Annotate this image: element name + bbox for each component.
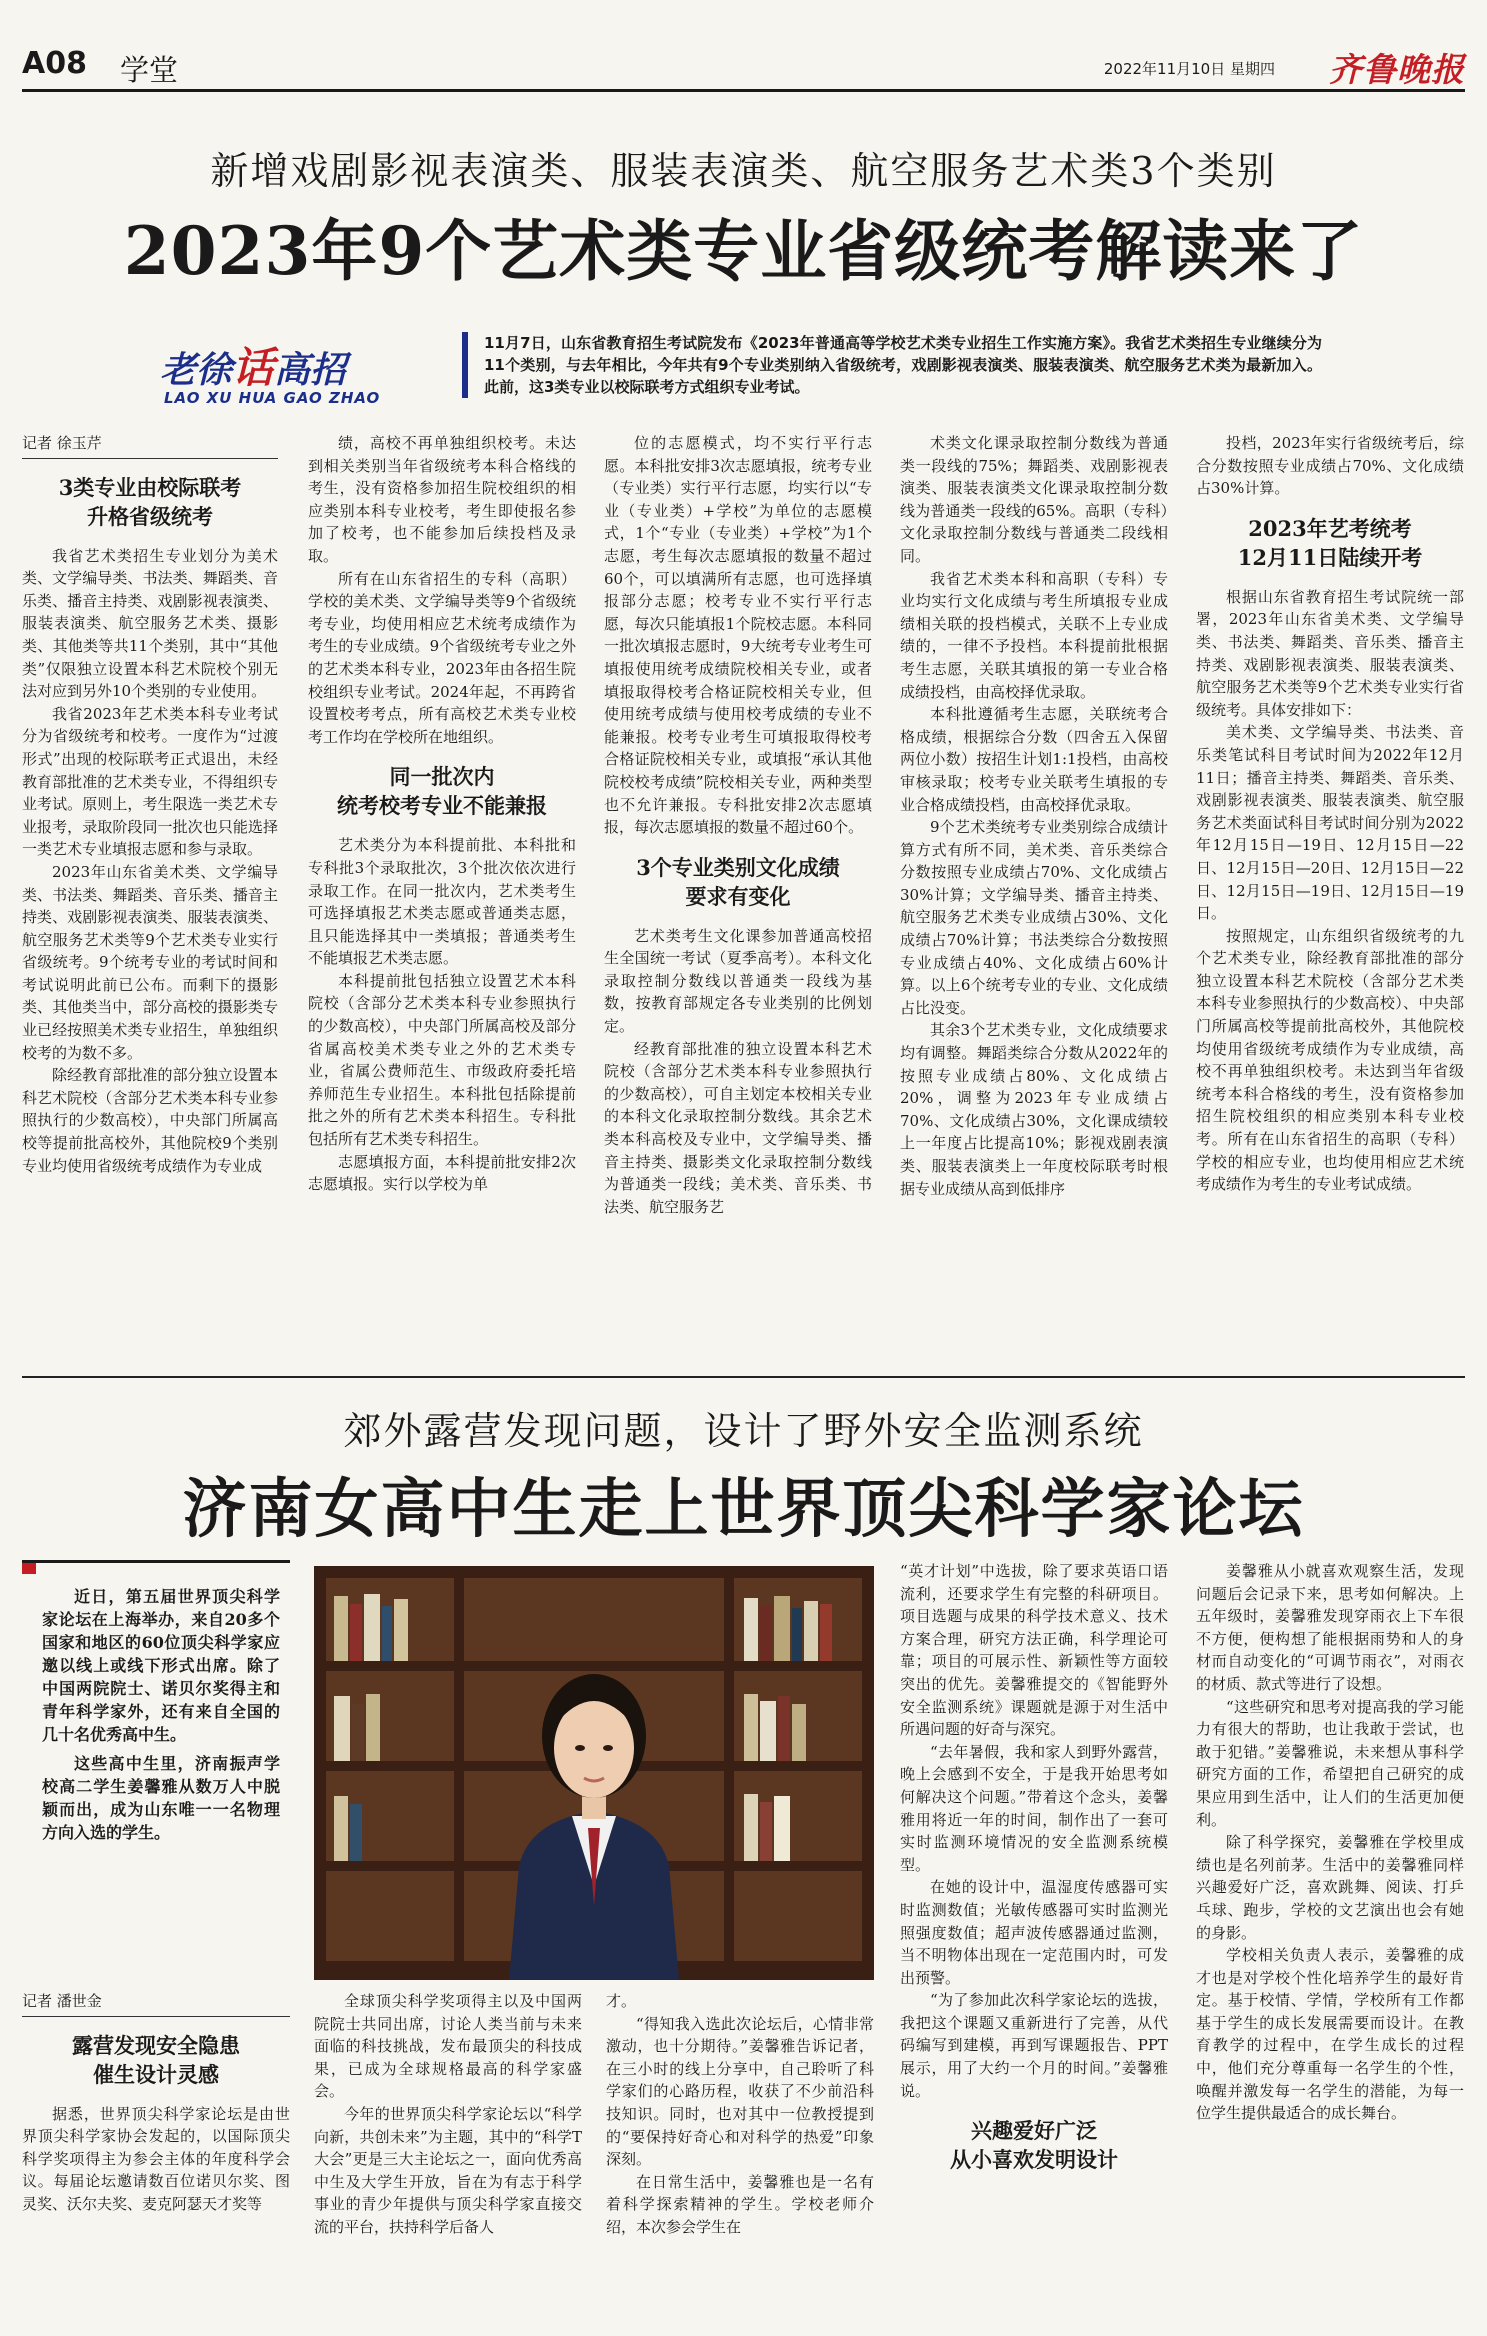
paragraph: 学校相关负责人表示，姜馨雅的成才也是对学校个性化培养学生的最好肯定。基于校情、学情，学校所有工作都基于学生的成长发展需要而设计。在教育教学的过程中，在学生成长的过程中，他们充分尊重每一名学生的个性，唤醒并激发每一名学生的潜能，为每一位学生提供最适合的成长舞台。: [1196, 1946, 1464, 2123]
page-number: A08: [22, 46, 87, 81]
paragraph: 全球顶尖科学奖项得主以及中国两院院士共同出席，讨论人类当前与未来面临的科技挑战，发布最顶尖的科技成果，已成为全球规格最高的科学家盛会。: [314, 1992, 582, 2101]
paragraph: 我省艺术类本科和高职（专科）专业均实行文化成绩与考生所填报专业成绩相关联的投档模式，关联不上专业成绩的，一律不予投档。本科提前批根据考生志愿，关联其填报的第一专业合格成绩投档，由高校择优录取。: [900, 569, 1168, 701]
article1-column-1: [22, 432, 278, 1362]
paragraph: 我省艺术类招生专业划分为美术类、文学编导类、书法类、舞蹈类、音乐类、播音主持类、戏剧影视表演类、服装表演类、航空服务艺术类、摄影类、其他类等共11个类别，其中“其他类”仅限独立设置本科艺术院校个别无法对应到另外10个类别的专业使用。: [22, 546, 278, 701]
paragraph: 艺术类考生文化课参加普通高校招生全国统一考试（夏季高考）。本科文化录取控制分数线以普通类一段线为基数，按教育部规定各专业类别的比例划定。: [604, 926, 872, 1036]
paragraph: 姜馨雅从小就喜欢观察生活，发现问题后会记录下来，思考如何解决。上五年级时，姜馨雅发现穿雨衣上下车很不方便，便构想了能根据雨势和人的身材而自动变化的“可调节雨衣”，对雨衣的材质、款式等进行了设想。: [1196, 1562, 1464, 1693]
article1-column-5: [1196, 432, 1464, 1362]
paragraph: 美术类、文学编导类、书法类、音乐类笔试科目考试时间为2022年12月11日；播音主持类、舞蹈类、音乐类、戏剧影视表演类、服装表演类、航空服务艺术类面试科目考试时间分别为2022年12月15日—19日、12月15日—22日、12月15日—20日、12月15日—22日、12月15日—19日、12月15日—19日。: [1196, 723, 1464, 923]
column-logo-pinyin: LAO XU HUA GAO ZHAO: [164, 389, 381, 407]
section-heading: 露营发现安全隐患 催生设计灵感: [72, 2032, 240, 2087]
paragraph: “为了参加此次科学家论坛的选拔，我把这个课题又重新进行了完善，从代码编写到建模，再到写课题报告、PPT展示，用了大约一个月的时间。”姜馨雅说。: [900, 1991, 1168, 2100]
article1-lead: 11月7日，山东省教育招生考试院发布《2023年普通高等学校艺术类专业招生工作实施方案》。我省艺术类招生专业继续分为11个类别，与去年相比，今年共有9个专业类别纳入省级统考，戏剧影视表演类、服装表演类、航空服务艺术类为最新加入。此前，这3类专业以校际联考方式组织专业考试。: [462, 332, 1322, 398]
section-heading: 3类专业由校际联考 升格省级统考: [58, 474, 242, 529]
paragraph: 我省2023年艺术类本科专业考试分为省级统考和校考。一度作为“过渡形式”出现的校际联考正式退出，未经教育部批准的艺术类专业，不得组织专业考试。原则上，考生限选一类艺术专业报考，录取阶段同一批次也只能选择一类艺术专业填报志愿和参与录取。: [22, 704, 278, 859]
paragraph: 本科提前批包括独立设置艺术本科院校（含部分艺术类本科专业参照执行的少数高校），中央部门所属高校及部分省属高校美术类专业之外的艺术类专业，省属公费师范生、市级政府委托培养师范生专业招生。本科批包括除提前批之外的所有艺术类本科招生。专科批包括所有艺术类专科招生。: [308, 971, 576, 1149]
paragraph: “得知我入选此次论坛后，心情非常激动，也十分期待。”姜馨雅告诉记者，在三小时的线上分享中，自己聆听了科学家们的心路历程，收获了不少前沿科技知识。同时，也对其中一位教授提到的“要保持好奇心和对科学的热爱”印象深刻。: [606, 2014, 874, 2169]
paragraph: “英才计划”中选拔，除了要求英语口语流利，还要求学生有完整的科研项目。项目选题与成果的科学技术意义、技术方案合理，研究方法正确，科学理论可靠；项目的可展示性、新颖性等方面较突出的优先。姜馨雅提交的《智能野外安全监测系统》课题就是源于对生活中所遇问题的好奇与深究。: [900, 1562, 1168, 1739]
article2-subtitle: 郊外露营发现问题，设计了野外安全监测系统: [343, 1409, 1144, 1453]
paragraph: 9个艺术类统考专业类别综合成绩计算方式有所不同，美术类、音乐类综合分数按照专业成绩占70%、文化成绩占30%计算；文学编导类、播音主持类、航空服务艺术类专业成绩占30%、文化成绩占70%计算；书法类综合分数按照专业成绩占40%、文化成绩占60%计算。以上6个统考专业的专业、文化成绩占比没变。: [900, 818, 1168, 1017]
issue-date: 2022年11月10日 星期四: [1103, 60, 1275, 78]
paragraph: 按照规定，山东组织省级统考的九个艺术类专业，除经教育部批准的部分独立设置本科艺术院校（含部分艺术类本科专业参照执行的少数高校）、中央部门所属高校等提前批高校外，其他院校均使用省级统考成绩作为专业成绩，高校不再单独组织校考。未达到当年省级统考本科合格线的考生，没有资格参加招生院校组织的相应类别本科专业校考。所有在山东省招生的高职（专科）学校的相应专业，也均使用相应艺术统考成绩作为考生的专业考试成绩。: [1196, 926, 1464, 1194]
paragraph: 本科批遵循考生志愿，关联统考合格成绩，根据综合分数（四舍五入保留两位小数）按招生计划1:1投档，由高校审核录取；校考专业关联考生填报的专业合格成绩投档，由高校择优录取。: [900, 705, 1168, 814]
paragraph: 在她的设计中，温湿度传感器可实时监测数值；光敏传感器可实时监测光照强度数值；超声波传感器通过监测，当不明物体出现在一定范围内时，可发出预警。: [900, 1878, 1168, 1987]
section-heading: 兴趣爱好广泛 从小喜欢发明设计: [950, 2118, 1118, 2173]
column-logo: [160, 335, 420, 425]
intro-paragraph: 这些高中生里，济南振声学校高二学生姜馨雅从数万人中脱颖而出，成为山东唯一一名物理方向入选的学生。: [42, 1754, 280, 1842]
paragraph: 除了科学探究，姜馨雅在学校里成绩也是名列前茅。生活中的姜馨雅同样兴趣爱好广泛，喜欢跳舞、阅读、打乒乓球、跑步，学校的文艺演出也会有她的身影。: [1196, 1833, 1464, 1942]
byline: 记者 徐玉芹: [22, 432, 278, 459]
article2-column-5: [1196, 1560, 1464, 2322]
section-name: 学堂: [120, 53, 179, 87]
byline: 记者 潘世金: [22, 1990, 290, 2017]
paragraph: 据悉，世界顶尖科学家论坛是由世界顶尖科学家协会发起的，以国际顶尖科学奖项得主为参会主体的年度科学会议。每届论坛邀请数百位诺贝尔奖、图灵奖、沃尔夫奖、麦克阿瑟天才奖等: [22, 2104, 290, 2213]
paragraph: “去年暑假，我和家人到野外露营，晚上会感到不安全，于是我开始思考如何解决这个问题。”带着这个念头，姜馨雅用将近一年的时间，制作出了一套可实时监测环境情况的安全监测系统模型。: [900, 1742, 1168, 1874]
article1-column-4: [900, 432, 1168, 1362]
article-divider: [22, 1376, 1465, 1378]
paragraph: 才。: [606, 1992, 637, 2010]
paragraph: “这些研究和思考对提高我的学习能力有很大的帮助，也让我敢于尝试，也敢于犯错。”姜馨雅说，未来想从事科学研究方面的工作，希望把自己研究的成果应用到生活中，让人们的生活更加便利。: [1196, 1697, 1464, 1829]
paragraph: 2023年山东省美术类、文学编导类、书法类、舞蹈类、音乐类、播音主持类、戏剧影视表演类、服装表演类、航空服务艺术类等9个艺术类专业实行省级统考。9个统考专业的考试时间和考试说明此前已公布。而剩下的摄影类、其他类当中，部分高校的摄影类专业已经按照美术类专业招生，单独组织校考的为数不多。: [22, 862, 278, 1062]
article2-intro-box: [22, 1560, 290, 1980]
section-heading: 3个专业类别文化成绩 要求有变化: [636, 854, 840, 909]
newspaper-logo: 齐鲁晚报: [1329, 50, 1465, 89]
section-heading: 同一批次内 统考校考专业不能兼报: [337, 764, 547, 819]
article2-column-3: [606, 1990, 874, 2320]
paragraph: 在日常生活中，姜馨雅也是一名有着科学探索精神的学生。学校老师介绍，本次参会学生在: [606, 2172, 874, 2236]
paragraph: 其余3个艺术类专业，文化成绩要求均有调整。舞蹈类综合分数从2022年的按照专业成绩占80%、文化成绩占20%，调整为2023年专业成绩占70%、文化成绩占30%，文化课成绩较上一年度占比提高10%；影视戏剧表演类、服装表演类上一年度校际联考时根据专业成绩从高到低排序: [900, 1021, 1168, 1198]
section-heading: 2023年艺考统考 12月11日陆续开考: [1237, 515, 1423, 570]
article1-column-3: [604, 432, 872, 1362]
student-photo: [314, 1566, 874, 1980]
paragraph: 志愿填报方面，本科提前批安排2次志愿填报。实行以学校为单: [308, 1152, 576, 1194]
paragraph: 除经教育部批准的部分独立设置本科艺术院校（含部分艺术类本科专业参照执行的少数高校），中央部门所属高校等提前批高校外，其他院校9个类别专业均使用省级统考成绩作为专业成: [22, 1066, 278, 1175]
article2-column-1: [22, 1990, 290, 2320]
paragraph: 艺术类分为本科提前批、本科批和专科批3个录取批次，3个批次依次进行录取工作。在同一批次内，艺术类考生可选择填报艺术类志愿或普通类志愿，且只能选择其中一类填报；普通类考生不能填报艺术类志愿。: [308, 836, 576, 968]
article2-column-4: [900, 1560, 1168, 2322]
article2-title: 济南女高中生走上世界顶尖科学家论坛: [182, 1472, 1305, 1547]
paragraph: 绩，高校不再单独组织校考。未达到相关类别当年省级统考本科合格线的考生，没有资格参加招生院校组织的相应类别本科专业校考，考生即使报名参加了校考，也不能参加后续投档及录取。: [308, 434, 576, 565]
article1-column-2: [308, 432, 576, 1362]
paragraph: 投档，2023年实行省级统考后，综合分数按照专业成绩占70%、文化成绩占30%计算。: [1196, 434, 1464, 498]
paragraph: 经教育部批准的独立设置本科艺术院校（含部分艺术类本科专业参照执行的少数高校），可自主划定本校相关专业的本科文化录取控制分数线。其余艺术类本科高校及专业中，文学编导类、播音主持类、摄影类文化录取控制分数线为普通类一段线；美术类、音乐类、书法类、航空服务艺: [604, 1039, 872, 1216]
paragraph: 今年的世界顶尖科学家论坛以“科学向新，共创未来”为主题，其中的“科学T大会”更是三大主论坛之一，面向优秀高中生及大学生开放，旨在为有志于科学事业的青少年提供与顶尖科学家直接交流的平台，扶持科学后备人: [314, 2104, 582, 2236]
article1-title: 2023年9个艺术类专业省级统考解读来了: [123, 212, 1364, 290]
paragraph: 根据山东省教育招生考试院统一部署，2023年山东省美术类、文学编导类、书法类、舞蹈类、音乐类、播音主持类、戏剧影视表演类、服装表演类、航空服务艺术类等9个艺术类专业实行省级统考。具体安排如下：: [1196, 587, 1464, 719]
page-header: [22, 40, 1465, 92]
article2-column-2: [314, 1990, 582, 2320]
article1-subtitle: 新增戏剧影视表演类、服装表演类、航空服务艺术类3个类别: [210, 149, 1277, 193]
paragraph: 术类文化课录取控制分数线为普通类一段线的75%；舞蹈类、戏剧影视表演类、服装表演类文化课录取控制分数线为普通类一段线的65%。高职（专科）文化录取控制分数线与普通类二段线相同。: [900, 434, 1168, 565]
column-logo-text: 老徐话高招: [160, 343, 347, 392]
paragraph: 位的志愿模式，均不实行平行志愿。本科批安排3次志愿填报，统考专业（专业类）实行平行志愿，均实行以“专业（专业类）+学校”为单位的志愿模式，1个“专业（专业类）+学校”为1个志愿，考生每次志愿填报的数量不超过60个，可以填满所有志愿，也可选择填报部分志愿；校考专业不实行平行志愿，每次只能填报1个院校志愿。本科同一批次填报志愿时，9大统考专业考生可填报使用统考成绩院校相关专业，或者填报取得校考合格证院校相关专业，但使用统考成绩与使用校考成绩的专业不能兼报。校考专业考生可填报取得校考合格证院校相关专业，或填报“承认其他院校校考成绩”院校相关专业，两种类型也不允许兼报。专科批安排2次志愿填报，每次志愿填报的数量不超过60个。: [604, 434, 872, 837]
paragraph: 所有在山东省招生的专科（高职）学校的美术类、文学编导类等9个省级统考专业，均使用相应艺术统考成绩作为考生的专业成绩。9个省级统考专业之外的艺术类本科专业，2023年由各招生院校组织专业考试。2024年起，不再跨省设置校考考点，所有高校艺术类专业校考工作均在学校所在地组织。: [308, 569, 576, 746]
intro-paragraph: 近日，第五届世界顶尖科学家论坛在上海举办，来自20多个国家和地区的60位顶尖科学家应邀以线上或线下形式出席。除了中国两院院士、诺贝尔奖得主和青年科学家外，还有来自全国的几十名优秀高中生。: [42, 1587, 280, 1744]
